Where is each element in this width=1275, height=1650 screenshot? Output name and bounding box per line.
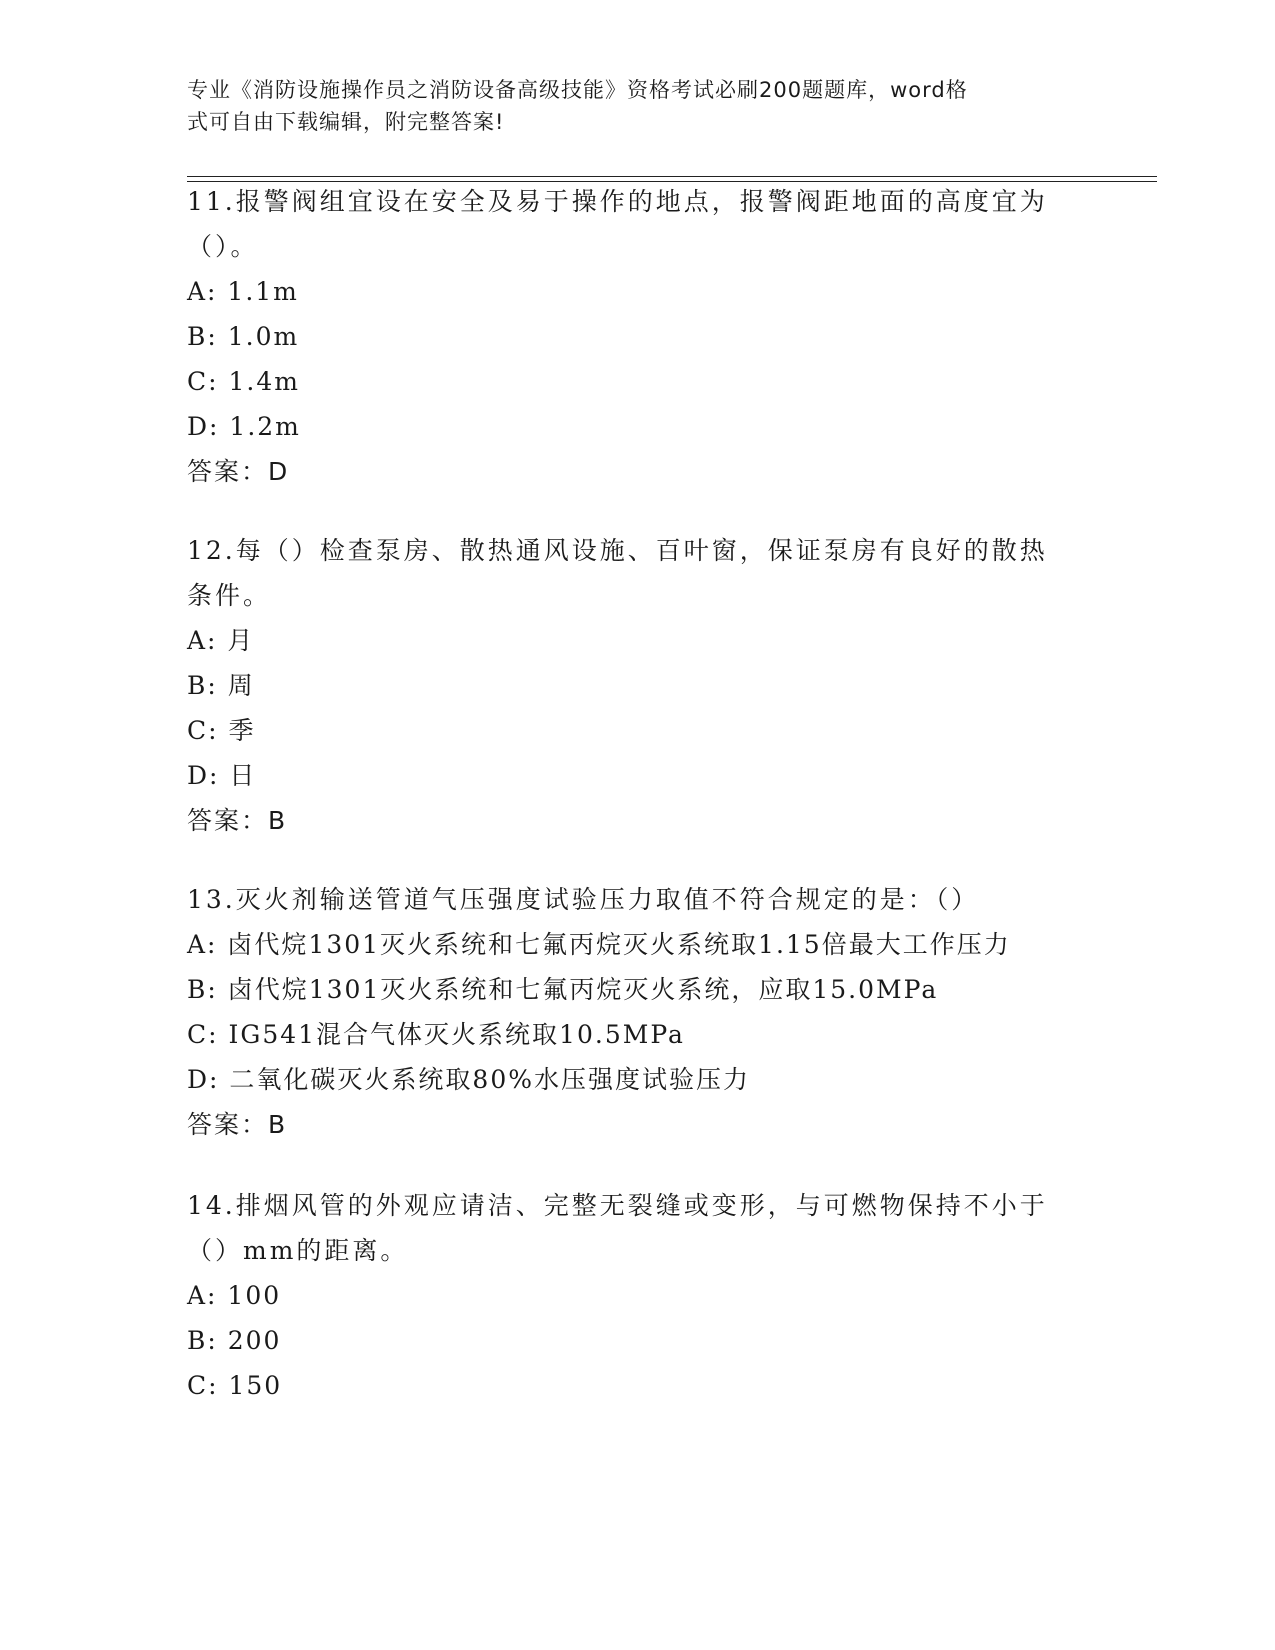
answer: 答案：B (187, 806, 288, 835)
option-b: B: 卤代烷1301灭火系统和七氟丙烷灭火系统，应取15.0MPa (187, 975, 939, 1004)
option-d: D: 1.2m (187, 412, 301, 441)
option-c: C: IG541混合气体灭火系统取10.5MPa (187, 1020, 685, 1049)
option-b: B: 周 (187, 671, 255, 700)
option-c: C: 季 (187, 716, 256, 745)
answer: 答案：D (187, 457, 290, 486)
question-stem-line-1: 12.每（）检查泵房、散热通风设施、百叶窗，保证泵房有良好的散热 (187, 536, 1048, 565)
option-c: C: 150 (187, 1371, 283, 1400)
question-stem-line-1: 13.灭火剂输送管道气压强度试验压力取值不符合规定的是：（） (187, 885, 980, 914)
option-d: D: 二氧化碳灭火系统取80%水压强度试验压力 (187, 1065, 750, 1094)
document-header (187, 74, 1067, 138)
option-a: A: 1.1m (187, 277, 299, 306)
option-a: A: 卤代烷1301灭火系统和七氟丙烷灭火系统取1.15倍最大工作压力 (187, 930, 1011, 959)
option-a: A: 月 (187, 626, 255, 655)
question-14 (187, 1183, 1087, 1408)
header-line-2: 式可自由下载编辑，附完整答案! (187, 110, 505, 134)
question-stem-line-1: 11.报警阀组宜设在安全及易于操作的地点，报警阀距地面的高度宜为 (187, 187, 1048, 216)
option-b: B: 200 (187, 1326, 282, 1355)
question-13 (187, 877, 1087, 1147)
option-b: B: 1.0m (187, 322, 300, 351)
header-line-1: 专业《消防设施操作员之消防设备高级技能》资格考试必刷200题题库，word格 (187, 78, 968, 102)
question-stem-line-1: 14.排烟风管的外观应请洁、完整无裂缝或变形，与可燃物保持不小于 (187, 1191, 1048, 1220)
option-c: C: 1.4m (187, 367, 300, 396)
question-12 (187, 528, 1087, 843)
option-d: D: 日 (187, 761, 257, 790)
header-divider-top (187, 176, 1157, 177)
answer: 答案：B (187, 1110, 288, 1139)
question-stem-line-2: （）mm的距离。 (187, 1236, 409, 1265)
question-11 (187, 179, 1087, 494)
question-stem-line-2: （）。 (187, 232, 259, 261)
option-a: A: 100 (187, 1281, 282, 1310)
question-stem-line-2: 条件。 (187, 581, 272, 610)
